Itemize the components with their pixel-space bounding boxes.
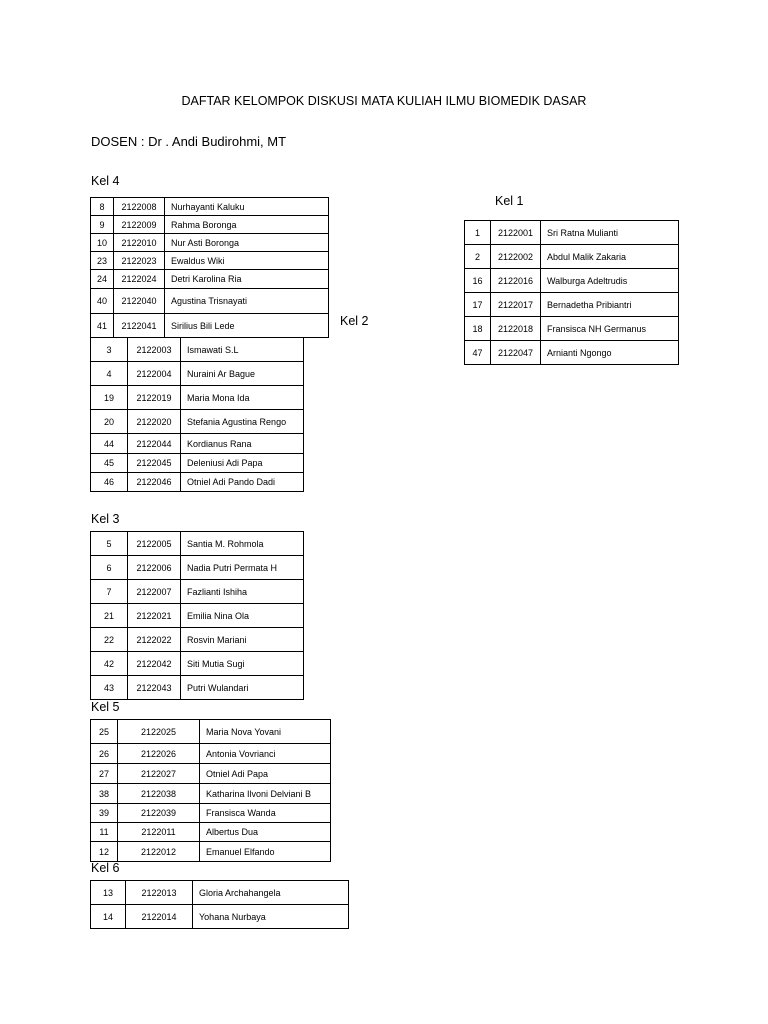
table-row [91,784,331,804]
table-row [91,744,331,764]
table-row [91,905,349,929]
group-table-kel-5 [90,719,331,862]
student-id: 2122039 [118,804,200,823]
table-row [91,842,331,862]
student-id: 2122003 [128,338,181,362]
table-row [91,580,304,604]
row-number: 41 [91,314,114,338]
student-name: Nuraini Ar Bague [181,362,304,386]
student-id: 2122045 [128,454,181,473]
student-id: 2122010 [114,234,165,252]
table-row [465,245,679,269]
student-id: 2122046 [128,473,181,492]
student-name: Deleniusi Adi Papa [181,454,304,473]
table-row [465,221,679,245]
group-table-kel-4 [90,197,329,338]
group-label-kel-3: Kel 3 [91,512,120,526]
student-id: 2122022 [128,628,181,652]
student-id: 2122013 [126,881,193,905]
table-row [91,434,304,454]
table-row [91,473,304,492]
student-id: 2122041 [114,314,165,338]
table-row [465,293,679,317]
table-row [91,532,304,556]
row-number: 22 [91,628,128,652]
table-row [91,804,331,823]
student-id: 2122025 [118,720,200,744]
student-name: Fransisca Wanda [200,804,331,823]
student-name: Santia M. Rohmola [181,532,304,556]
row-number: 45 [91,454,128,473]
table-row [91,628,304,652]
table-row [91,386,304,410]
group-label-kel-4: Kel 4 [91,174,120,188]
row-number: 19 [91,386,128,410]
student-name: Stefania Agustina Rengo [181,410,304,434]
student-name: Antonia Vovrianci [200,744,331,764]
table-row [91,604,304,628]
row-number: 46 [91,473,128,492]
row-number: 17 [465,293,491,317]
student-name: Ewaldus Wiki [165,252,329,270]
table-row [91,314,329,338]
row-number: 24 [91,270,114,289]
table-row [91,252,329,270]
row-number: 43 [91,676,128,700]
table-row [91,216,329,234]
student-name: Katharina Ilvoni Delviani B [200,784,331,804]
student-name: Albertus Dua [200,823,331,842]
row-number: 27 [91,764,118,784]
row-number: 7 [91,580,128,604]
student-id: 2122006 [128,556,181,580]
row-number: 26 [91,744,118,764]
row-number: 23 [91,252,114,270]
table-row [91,270,329,289]
student-name: Putri Wulandari [181,676,304,700]
student-name: Emilia Nina Ola [181,604,304,628]
student-name: Fazlianti Ishiha [181,580,304,604]
student-id: 2122005 [128,532,181,556]
student-id: 2122002 [491,245,541,269]
student-id: 2122007 [128,580,181,604]
table-row [465,341,679,365]
group-label-kel-1: Kel 1 [495,194,524,208]
row-number: 10 [91,234,114,252]
student-id: 2122008 [114,198,165,216]
student-name: Rahma Boronga [165,216,329,234]
student-name: Siti Mutia Sugi [181,652,304,676]
row-number: 14 [91,905,126,929]
student-id: 2122026 [118,744,200,764]
student-id: 2122018 [491,317,541,341]
student-name: Bernadetha Pribiantri [541,293,679,317]
row-number: 1 [465,221,491,245]
group-table-kel-6 [90,880,349,929]
row-number: 38 [91,784,118,804]
student-name: Emanuel Elfando [200,842,331,862]
student-name: Nadia Putri Permata H [181,556,304,580]
row-number: 13 [91,881,126,905]
student-id: 2122014 [126,905,193,929]
student-id: 2122009 [114,216,165,234]
student-id: 2122047 [491,341,541,365]
table-row [91,362,304,386]
row-number: 44 [91,434,128,454]
student-name: Maria Mona Ida [181,386,304,410]
row-number: 11 [91,823,118,842]
table-row [91,289,329,314]
student-id: 2122027 [118,764,200,784]
row-number: 2 [465,245,491,269]
table-row [91,881,349,905]
row-number: 6 [91,556,128,580]
student-id: 2122024 [114,270,165,289]
student-id: 2122021 [128,604,181,628]
student-id: 2122023 [114,252,165,270]
table-row [465,317,679,341]
student-name: Detri Karolina Ria [165,270,329,289]
row-number: 16 [465,269,491,293]
table-row [91,234,329,252]
student-id: 2122017 [491,293,541,317]
row-number: 39 [91,804,118,823]
student-name: Nurhayanti Kaluku [165,198,329,216]
lecturer-line: DOSEN : Dr . Andi Budirohmi, MT [91,134,287,149]
student-name: Rosvin Mariani [181,628,304,652]
student-id: 2122001 [491,221,541,245]
group-table-kel-3 [90,531,304,700]
row-number: 25 [91,720,118,744]
row-number: 47 [465,341,491,365]
student-id: 2122044 [128,434,181,454]
table-row [91,764,331,784]
table-row [91,823,331,842]
student-id: 2122040 [114,289,165,314]
student-name: Sri Ratna Mulianti [541,221,679,245]
group-label-kel-5: Kel 5 [91,700,120,714]
student-name: Otniel Adi Pando Dadi [181,473,304,492]
group-label-kel-6: Kel 6 [91,861,120,875]
student-name: Yohana Nurbaya [193,905,349,929]
table-row [465,269,679,293]
student-id: 2122004 [128,362,181,386]
row-number: 20 [91,410,128,434]
group-label-kel-2: Kel 2 [340,314,369,328]
row-number: 4 [91,362,128,386]
table-row [91,652,304,676]
student-id: 2122016 [491,269,541,293]
table-row [91,676,304,700]
row-number: 40 [91,289,114,314]
row-number: 9 [91,216,114,234]
table-row [91,410,304,434]
row-number: 12 [91,842,118,862]
student-id: 2122011 [118,823,200,842]
student-name: Maria Nova Yovani [200,720,331,744]
student-name: Kordianus Rana [181,434,304,454]
student-name: Fransisca NH Germanus [541,317,679,341]
student-id: 2122043 [128,676,181,700]
student-name: Abdul Malik Zakaria [541,245,679,269]
row-number: 21 [91,604,128,628]
group-table-kel-1 [464,220,679,365]
document-title: DAFTAR KELOMPOK DISKUSI MATA KULIAH ILMU BIOMEDIK DASAR [181,94,587,108]
student-id: 2122019 [128,386,181,410]
row-number: 8 [91,198,114,216]
student-name: Sirilius Bili Lede [165,314,329,338]
student-id: 2122020 [128,410,181,434]
student-name: Agustina Trisnayati [165,289,329,314]
group-table-kel-2 [90,337,304,492]
row-number: 3 [91,338,128,362]
student-name: Arnianti Ngongo [541,341,679,365]
row-number: 5 [91,532,128,556]
student-id: 2122038 [118,784,200,804]
student-name: Otniel Adi Papa [200,764,331,784]
student-name: Ismawati S.L [181,338,304,362]
student-name: Nur Asti Boronga [165,234,329,252]
row-number: 42 [91,652,128,676]
student-id: 2122042 [128,652,181,676]
table-row [91,338,304,362]
student-id: 2122012 [118,842,200,862]
student-name: Gloria Archahangela [193,881,349,905]
student-name: Walburga Adeltrudis [541,269,679,293]
table-row [91,198,329,216]
row-number: 18 [465,317,491,341]
table-row [91,454,304,473]
table-row [91,720,331,744]
table-row [91,556,304,580]
